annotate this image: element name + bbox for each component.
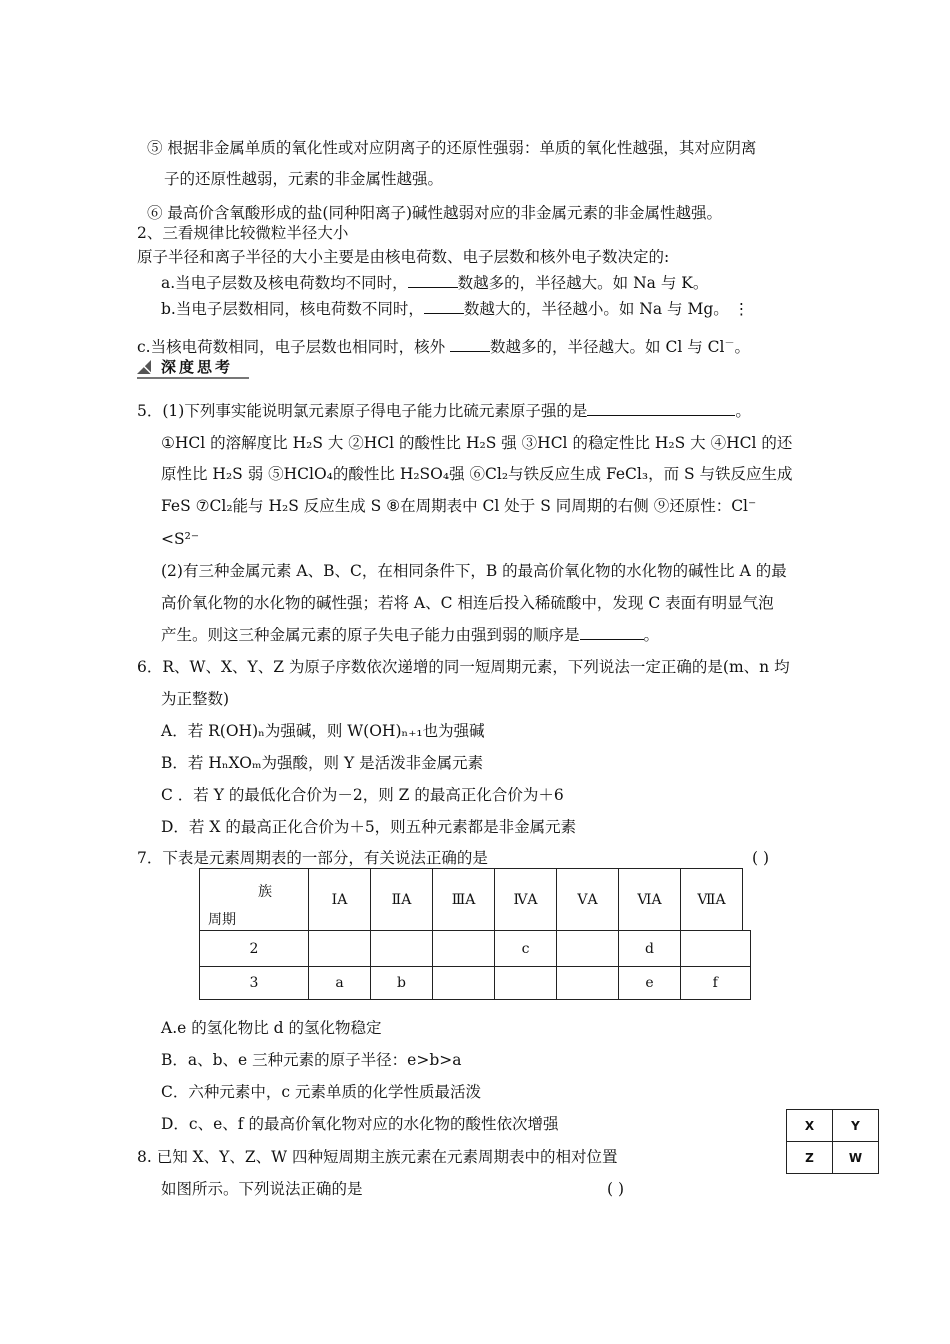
section-header: [137, 356, 249, 378]
q5-options-line3: FeS ⑦Cl₂能与 H₂S 反应生成 S ⑧在周期表中 Cl 处于 S 同周期的右侧 ⑨还原性：Cl⁻: [161, 497, 757, 515]
q7-option-c: C．六种元素中，c 元素单质的化学性质最活泼: [161, 1083, 481, 1101]
q5-part2-text: 产生。则这三种金属元素的原子失电子能力由强到弱的顺序是: [161, 626, 580, 644]
diagram-cell-y: Y: [833, 1110, 879, 1142]
rule-5-line2: 子的还原性越弱，元素的非金属性越强。: [164, 170, 444, 188]
q7-option-b: B．a、b、e 三种元素的原子半径：e>b>a: [161, 1051, 462, 1069]
element-cell: [557, 967, 619, 1000]
table-row: [200, 931, 751, 967]
section-2-title: 2、三看规律比较微粒半径大小: [137, 224, 349, 242]
table-corner: [200, 869, 309, 931]
rule-b-pre: b.当电子层数相同，核电荷数不同时，: [161, 300, 424, 318]
q6-option-d: D．若 X 的最高正化合价为＋5，则五种元素都是非金属元素: [161, 818, 577, 836]
q6-option-c: C ．若 Y 的最低化合价为－2，则 Z 的最高正化合价为＋6: [161, 786, 564, 804]
group-header: ⅦA: [681, 869, 743, 931]
q8-stem-line1: 8. 已知 X、Y、Z、W 四种短周期主族元素在元素周期表中的相对位置: [137, 1148, 618, 1166]
rule-b: [161, 298, 749, 320]
element-cell: a: [309, 967, 371, 1000]
group-header: ⅥA: [619, 869, 681, 931]
rule-c-end: 。: [734, 338, 750, 357]
rule-c-post: 数越多的，半径越大。如 Cl 与 Cl: [490, 338, 725, 357]
diagram-cell-z: Z: [787, 1142, 833, 1174]
element-cell: [681, 931, 751, 967]
rule-a-post: 数越多的，半径越大。如 Na 与 K。: [457, 274, 709, 292]
rule-a-pre: a.当电子层数及核电荷数均不同时，: [161, 274, 408, 292]
answer-blank[interactable]: [587, 401, 735, 416]
q8-stem-line2: 如图所示。下列说法正确的是: [161, 1180, 363, 1198]
rule-5-line1: ⑤ 根据非金属单质的氧化性或对应阴离子的还原性强弱：单质的氧化性越强，其对应阴离: [147, 139, 757, 157]
q6-stem-line2: 为正整数): [161, 690, 230, 708]
group-header: ⅣA: [495, 869, 557, 931]
answer-blank[interactable]: [424, 299, 464, 314]
xyzw-position-diagram: [786, 1109, 879, 1174]
periodic-table: [199, 868, 751, 1000]
q5-options-line4: <S²⁻: [161, 530, 200, 548]
group-header: ⅢA: [433, 869, 495, 931]
answer-blank[interactable]: [450, 337, 490, 352]
rule-b-post: 数越大的，半径越小。如 Na 与 Mg。 ⋮: [463, 300, 750, 318]
element-cell: [557, 931, 619, 967]
element-cell: d: [619, 931, 681, 967]
q5-part2-end: 。: [643, 626, 660, 644]
rule-c-sup: －: [724, 338, 735, 349]
q7-stem: 7．下表是元素周期表的一部分，有关说法正确的是: [137, 849, 488, 867]
q5-part2-line3: [161, 624, 659, 646]
q7-option-d: D．c、e、f 的最高价氧化物对应的水化物的酸性依次增强: [161, 1115, 559, 1133]
element-cell: e: [619, 967, 681, 1000]
answer-blank[interactable]: [580, 625, 644, 640]
rule-c: [137, 333, 750, 358]
q5-stem-end: 。: [735, 402, 751, 420]
q5-part2-line1: (2)有三种金属元素 A、B、C，在相同条件下，B 的最高价氧化物的水化物的碱性比 A 的最: [161, 562, 787, 580]
rule-c-pre: c.当核电荷数相同，电子层数也相同时，核外: [137, 338, 451, 357]
element-cell: [433, 931, 495, 967]
diagram-cell-w: W: [833, 1142, 879, 1174]
answer-blank[interactable]: [408, 273, 458, 288]
q5-stem: [137, 400, 751, 422]
q7-answer-paren[interactable]: ( ): [752, 849, 770, 867]
element-cell: b: [371, 967, 433, 1000]
corner-group-label: 族: [258, 884, 272, 900]
q6-stem-line1: 6．R、W、X、Y、Z 为原子序数依次递增的同一短周期元素，下列说法一定正确的是(m、n 均: [137, 658, 790, 676]
section-header-label: 深度思考: [161, 358, 234, 376]
q6-option-b: B．若 HₙXOₘ为强酸，则 Y 是活泼非金属元素: [161, 754, 484, 772]
element-cell: f: [681, 967, 751, 1000]
group-header: ⅠA: [309, 869, 371, 931]
group-header: ⅡA: [371, 869, 433, 931]
q7-option-a: A.e 的氢化物比 d 的氢化物稳定: [161, 1019, 382, 1037]
rule-6: ⑥ 最高价含氧酸形成的盐(同种阳离子)碱性越弱对应的非金属元素的非金属性越强。: [147, 204, 723, 222]
period-cell: 3: [200, 967, 309, 1000]
q5-options-line2: 原性比 H₂S 弱 ⑤HClO₄的酸性比 H₂SO₄强 ⑥Cl₂与铁反应生成 FeCl₃，而 S 与铁反应生成: [161, 465, 793, 483]
q8-answer-paren[interactable]: ( ): [607, 1180, 625, 1198]
period-cell: 2: [200, 931, 309, 967]
element-cell: [495, 967, 557, 1000]
element-cell: [309, 931, 371, 967]
element-cell: [433, 967, 495, 1000]
diagram-cell-x: X: [787, 1110, 833, 1142]
element-cell: [371, 931, 433, 967]
element-cell: c: [495, 931, 557, 967]
q6-option-a: A．若 R(OH)ₙ为强碱，则 W(OH)ₙ₊₁也为强碱: [161, 722, 485, 740]
q5-part2-line2: 高价氧化物的水化物的碱性强；若将 A、C 相连后投入稀硫酸中，发现 C 表面有明显气泡: [161, 594, 774, 612]
radius-intro: 原子半径和离子半径的大小主要是由核电荷数、电子层数和核外电子数决定的:: [137, 248, 670, 266]
q5-stem-text: 5．(1)下列事实能说明氯元素原子得电子能力比硫元素原子强的是: [137, 402, 588, 420]
q5-options-line1: ①HCl 的溶解度比 H₂S 大 ②HCl 的酸性比 H₂S 强 ③HCl 的稳定性比 H₂S 大 ④HCl 的还: [161, 434, 793, 452]
table-row: [200, 967, 751, 1000]
corner-period-label: 周期: [208, 912, 236, 928]
rule-a: [161, 272, 708, 294]
group-header: ⅤA: [557, 869, 619, 931]
